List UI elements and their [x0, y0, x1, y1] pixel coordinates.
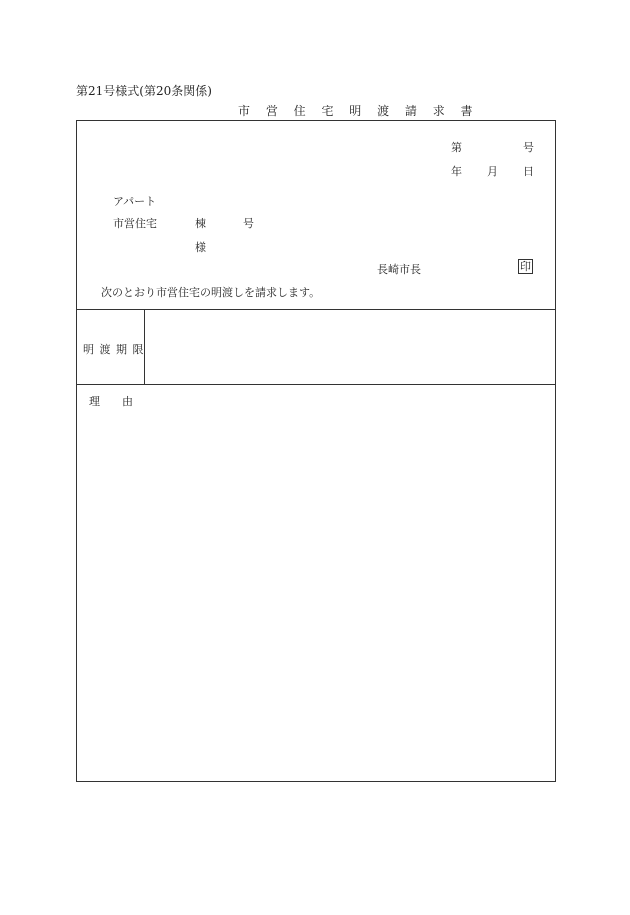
- seal-mark: [518, 259, 533, 274]
- month-label: 月: [487, 165, 498, 178]
- addressee-apartment-label: アパート: [113, 195, 157, 208]
- request-text: 次のとおり市営住宅の明渡しを請求します。: [101, 286, 321, 299]
- honorific-label: 様: [195, 241, 206, 254]
- document-title: 市 営 住 宅 明 渡 請 求 書: [238, 104, 479, 118]
- form-frame: [76, 120, 556, 782]
- seal-label: 印: [520, 260, 531, 273]
- addressee-housing-label: 市営住宅: [113, 217, 157, 230]
- deadline-label: 明 渡 期 限: [83, 343, 145, 356]
- unit-number-label: 号: [243, 217, 254, 230]
- issuer-name: 長崎市長: [377, 263, 421, 276]
- building-label: 棟: [195, 217, 206, 230]
- divider-header: [77, 309, 555, 310]
- divider-deadline: [77, 384, 555, 385]
- number-prefix: 第: [451, 141, 462, 154]
- day-label: 日: [523, 165, 534, 178]
- reason-label: 理 由: [89, 395, 133, 408]
- form-number-label: 第21号様式(第20条関係): [76, 84, 212, 98]
- year-label: 年: [451, 165, 462, 178]
- number-suffix: 号: [523, 141, 534, 154]
